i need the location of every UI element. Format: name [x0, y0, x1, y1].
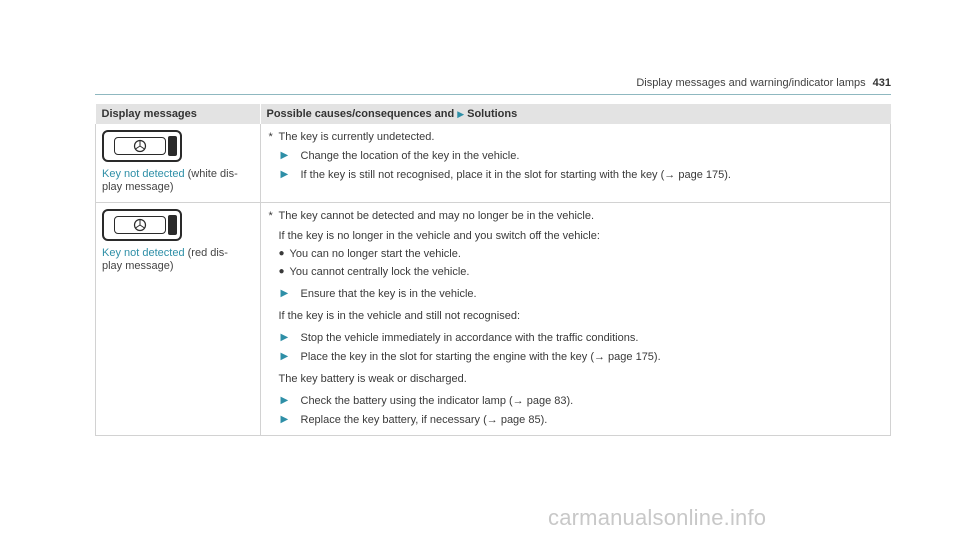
step-text: Ensure that the key is in the vehicle. [300, 288, 477, 300]
message-text [102, 247, 260, 273]
col-header-causes [260, 104, 891, 124]
list-item: ● You can no longer start the vehicle. [278, 248, 461, 260]
condition-text: If the key is in the vehicle and still not recognised: [278, 310, 521, 322]
solution-step [269, 350, 885, 364]
triangle-right-icon: ▶ [280, 332, 289, 343]
col-header-display-messages: Display messages [96, 104, 261, 124]
triangle-right-icon: ▶ [280, 395, 289, 406]
running-head-title: Display messages and warning/indicator lamps [636, 77, 866, 89]
bullet-text: You cannot centrally lock the vehicle. [289, 266, 470, 278]
triangle-right-icon: ▶ [280, 150, 289, 161]
message-cell [96, 203, 261, 436]
message-cell [96, 124, 261, 203]
table-header-row [96, 104, 891, 124]
table-row [96, 203, 891, 436]
display-messages-table [95, 104, 891, 436]
list-item: ● You cannot centrally lock the vehicle. [278, 266, 470, 278]
header-rule [95, 94, 891, 95]
bullet-text: You can no longer start the vehicle. [289, 248, 461, 260]
step-text: Check the battery using the indicator lamp (→ page 83). [300, 395, 574, 407]
triangle-right-icon: ▶ [457, 109, 465, 119]
col-header-solutions-label: Solutions [467, 108, 518, 120]
table-row [96, 124, 891, 203]
solution-step [269, 331, 885, 345]
col-header-causes-label: Possible causes/consequences and [266, 108, 455, 120]
triangle-right-icon: ▶ [280, 288, 289, 299]
solution-step [269, 394, 885, 408]
watermark: carmanualsonline.info [548, 505, 767, 530]
solution-step [269, 287, 885, 301]
cause: * The key is currently undetected. [268, 131, 435, 143]
solution-step [269, 413, 885, 427]
causes-cell [260, 203, 891, 436]
step-text: If the key is still not recognised, place it in the slot for starting with the key (→ page 175). [300, 169, 731, 181]
cause: * The key cannot be detected and may no longer be in the vehicle. [268, 210, 595, 222]
triangle-right-icon: ▶ [280, 414, 289, 425]
message-type: (red dis- [184, 247, 228, 259]
key-fob-icon [102, 209, 182, 241]
running-head [0, 77, 891, 89]
key-fob-icon [102, 130, 182, 162]
cause-text: The key cannot be detected and may no longer be in the vehicle. [278, 210, 595, 222]
message-type-cont: play message) [102, 260, 174, 272]
step-text: Place the key in the slot for starting the engine with the key (→ page 175). [300, 351, 661, 363]
solution-step [269, 168, 885, 182]
causes-cell [260, 124, 891, 203]
message-text [102, 168, 260, 194]
condition-text: The key battery is weak or discharged. [278, 373, 467, 385]
cause-text: The key is currently undetected. [278, 131, 435, 143]
solution-step [269, 149, 885, 163]
step-text: Change the location of the key in the vehicle. [300, 150, 520, 162]
step-text: Stop the vehicle immediately in accordance with the traffic conditions. [300, 332, 639, 344]
message-type: (white dis- [184, 168, 238, 180]
message-type-cont: play message) [102, 181, 174, 193]
cause-continuation: If the key is no longer in the vehicle and you switch off the vehicle: [278, 230, 600, 242]
page-number: 431 [872, 77, 891, 89]
triangle-right-icon: ▶ [280, 351, 289, 362]
message-name: Key not detected [102, 247, 185, 259]
message-name: Key not detected [102, 168, 185, 180]
step-text: Replace the key battery, if necessary (→ page 85). [300, 414, 548, 426]
triangle-right-icon: ▶ [280, 169, 289, 180]
